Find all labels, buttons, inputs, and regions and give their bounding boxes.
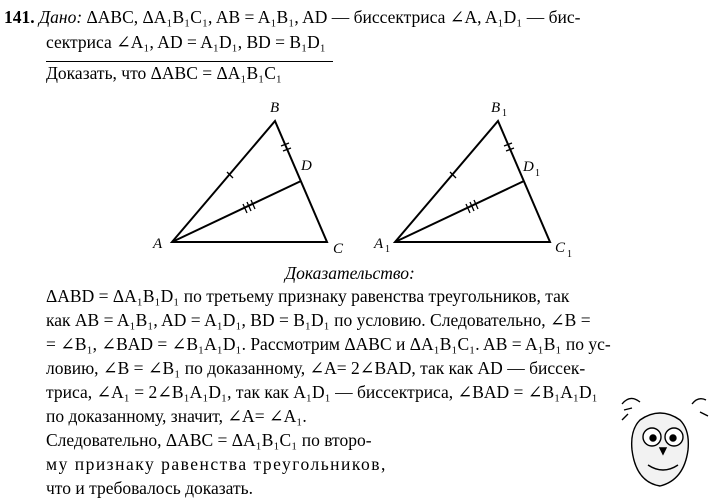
label-b1-sub: 1	[502, 108, 507, 119]
label-d1-sub: 1	[535, 168, 540, 179]
triangle-a1b1c1	[395, 121, 550, 242]
label-c1-sub: 1	[567, 249, 572, 260]
given-label: Дано:	[39, 7, 83, 27]
proof-line-1	[46, 285, 716, 307]
proof-line-4: ловию, ∠B = ∠B₁ по доказанному, ∠A= 2∠BAD, так как AD — биссек-	[46, 358, 586, 378]
proof-line-2: как AB = A₁B₁, AD = A₁D₁, BD = B₁D₁ по условию. Следовательно, ∠B =	[46, 310, 591, 330]
problem-number: 141.	[4, 7, 35, 27]
proof-line-5: триса, ∠A₁ = 2∠B₁A₁D₁, так как A₁D₁ — биссектриса, ∠BAD = ∠B₁A₁D₁	[46, 382, 598, 402]
label-c: C	[333, 241, 344, 257]
proof-line-8: му признаку равенства треугольников,	[46, 454, 387, 474]
proof-line-6: по доказанному, значит, ∠A= ∠A₁.	[46, 406, 307, 426]
proof-line-3: = ∠B₁, ∠BAD = ∠B₁A₁D₁. Рассмотрим ΔABC и ΔA₁B₁C₁. AB = A₁B₁ по ус-	[46, 334, 611, 354]
label-d1: D	[523, 159, 534, 175]
proof-line-1-text: ΔABD = ΔA₁B₁D₁ по третьему признаку равенства треугольников, так	[46, 286, 570, 306]
triangle-abc	[172, 121, 327, 242]
label-c1: C	[555, 240, 566, 256]
proof-heading: Доказательство:	[285, 263, 415, 283]
given-line-2: сектриса ∠A₁, AD = A₁D₁, BD = B₁D₁	[46, 32, 326, 52]
label-d: D	[301, 158, 312, 174]
label-b1: B	[491, 100, 501, 116]
proof-line-9: что и требовалось доказать.	[46, 478, 254, 498]
proof-line-7: Следовательно, ΔABC = ΔA₁B₁C₁ по второ-	[46, 430, 372, 450]
label-a1: A	[374, 236, 384, 252]
cartoon-owl-logo	[622, 398, 708, 486]
label-a1-sub: 1	[385, 244, 390, 255]
label-a: A	[153, 236, 163, 252]
prove-statement: Доказать, что ΔABC = ΔA₁B₁C₁	[46, 63, 283, 83]
label-b: B	[270, 100, 280, 116]
given-text-1: ΔABC, ΔA₁B₁C₁, AB = A₁B₁, AD — биссектриса ∠A, A₁D₁ — бис-	[86, 7, 581, 27]
